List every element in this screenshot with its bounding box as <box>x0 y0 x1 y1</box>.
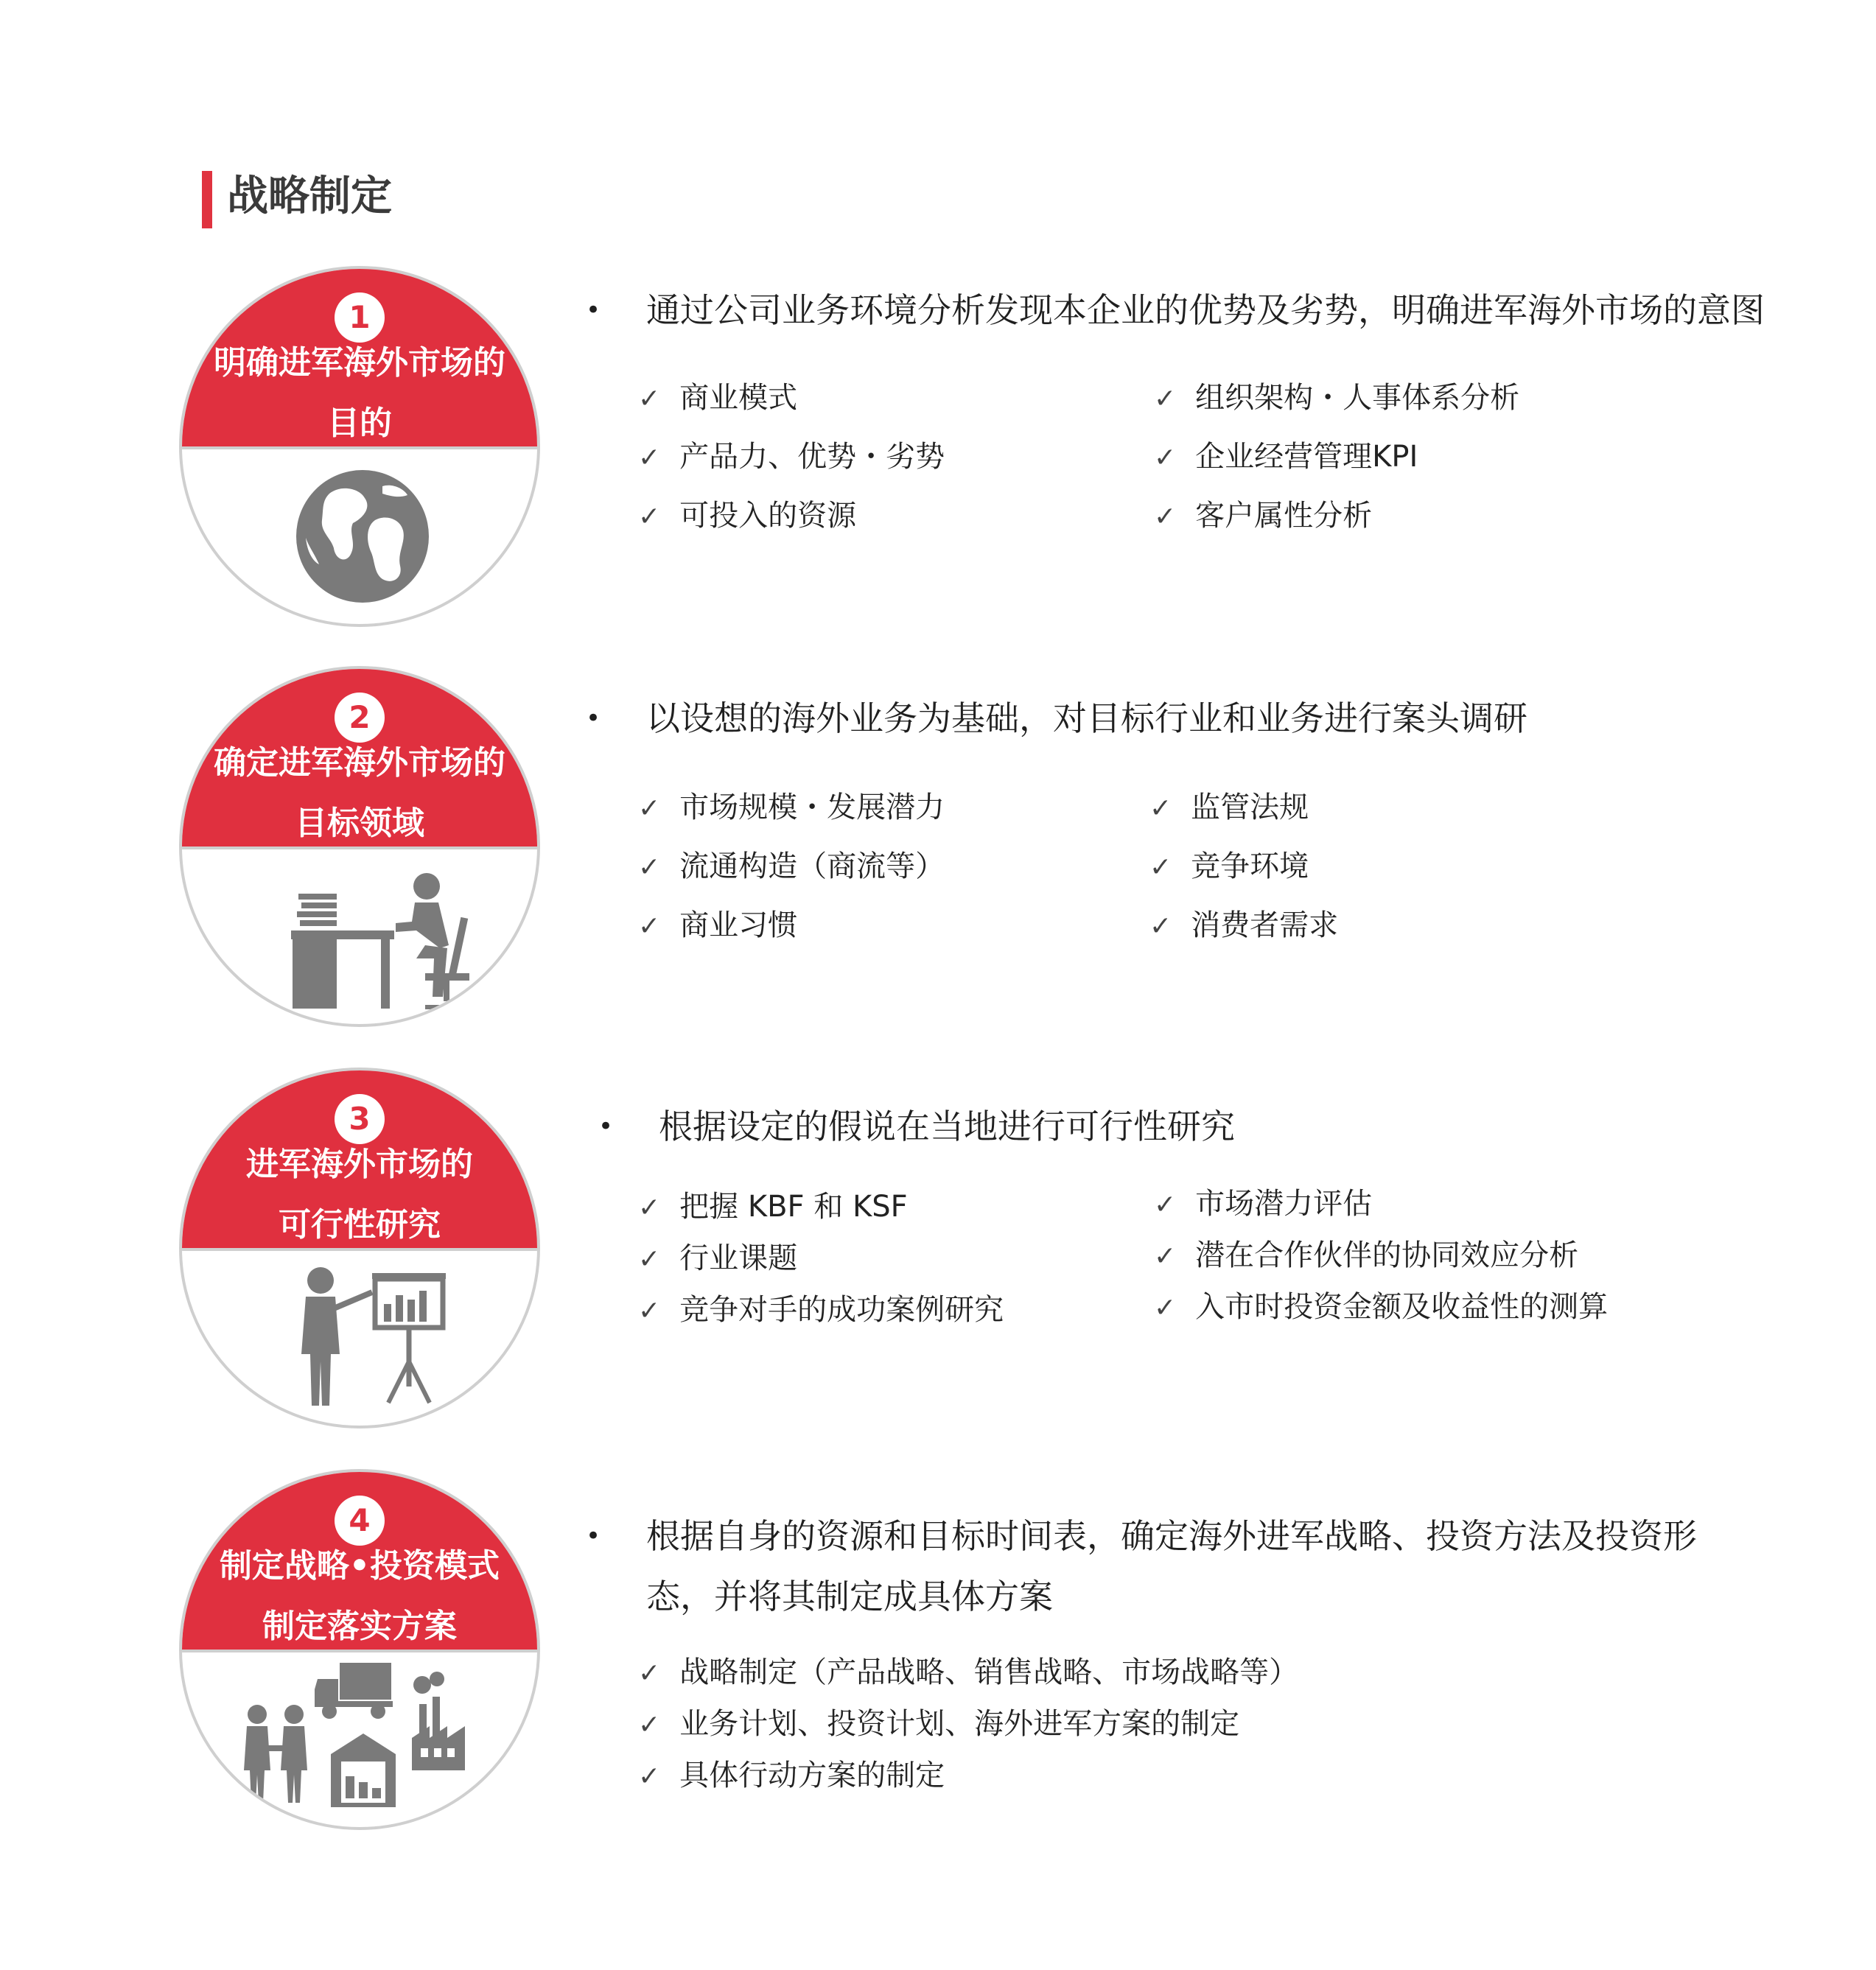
list-item: ✓ 流通构造（商流等） <box>638 849 945 883</box>
bullet-dot: • <box>586 704 601 733</box>
desk-worker-icon <box>182 849 540 1027</box>
bullet-text-line-1: 通过公司业务环境分析发现本企业的优势及劣势，明确进军海外市场的意图 <box>646 290 1765 330</box>
list-item: ✓ 组织架构・人事体系分析 <box>1154 381 1520 415</box>
list-item: ✓ 行业课题 <box>638 1241 798 1275</box>
step-title-line-1: 明确进军海外市场的 <box>214 344 505 382</box>
list-item: ✓ 竞争对手的成功案例研究 <box>638 1293 1004 1327</box>
check-icon: ✓ <box>638 443 661 473</box>
presenter-chart-icon <box>182 1251 540 1429</box>
page-title: 战略制定 <box>227 172 392 220</box>
check-icon: ✓ <box>1154 443 1177 473</box>
step-1-badge <box>179 266 540 627</box>
list-item: ✓ 产品力、优势・劣势 <box>638 440 945 474</box>
check-icon: ✓ <box>1154 384 1177 414</box>
check-icon: ✓ <box>638 1710 661 1740</box>
bullet-dot: • <box>598 1112 614 1141</box>
check-icon: ✓ <box>638 1762 661 1792</box>
list-item: ✓ 把握 KBF 和 KSF <box>638 1190 908 1224</box>
business-logistics-icon <box>182 1652 540 1830</box>
list-item: ✓ 商业习惯 <box>638 908 798 942</box>
step-number: 3 <box>335 1094 385 1144</box>
bullet-dot: • <box>586 295 601 325</box>
check-icon: ✓ <box>638 1296 661 1326</box>
check-icon: ✓ <box>638 852 661 883</box>
check-icon: ✓ <box>638 911 661 942</box>
bullet-text-line-1: 根据设定的假说在当地进行可行性研究 <box>659 1107 1235 1146</box>
step-title-line-1: 确定进军海外市场的 <box>214 744 505 782</box>
list-item: ✓ 市场规模・发展潜力 <box>638 791 945 824</box>
list-item: ✓ 竞争环境 <box>1149 849 1309 883</box>
step-title-line-2: 制定落实方案 <box>262 1608 457 1645</box>
list-item: ✓ 入市时投资金额及收益性的测算 <box>1154 1290 1609 1324</box>
check-icon: ✓ <box>1149 793 1172 824</box>
list-item: ✓ 市场潜力评估 <box>1154 1187 1373 1221</box>
list-item: ✓ 监管法规 <box>1149 791 1309 824</box>
step-4-badge <box>179 1469 540 1830</box>
check-icon: ✓ <box>638 1244 661 1275</box>
bullet-text-line-1: 以设想的海外业务为基础，对目标行业和业务进行案头调研 <box>646 698 1527 738</box>
check-icon: ✓ <box>638 502 661 532</box>
globe-icon <box>182 449 540 627</box>
check-icon: ✓ <box>1154 502 1177 532</box>
list-item: ✓ 战略制定（产品战略、销售战略、市场战略等） <box>638 1655 1299 1689</box>
list-item: ✓ 商业模式 <box>638 381 798 415</box>
list-item: ✓ 具体行动方案的制定 <box>638 1759 945 1792</box>
list-item: ✓ 潜在合作伙伴的协同效应分析 <box>1154 1238 1579 1272</box>
check-icon: ✓ <box>638 1193 661 1223</box>
list-item: ✓ 可投入的资源 <box>638 499 857 533</box>
step-number: 4 <box>335 1496 385 1546</box>
list-item: ✓ 企业经营管理KPI <box>1154 440 1418 474</box>
step-number: 2 <box>335 693 385 743</box>
check-icon: ✓ <box>638 1658 661 1689</box>
step-3-badge <box>179 1068 540 1429</box>
check-icon: ✓ <box>1154 1190 1177 1220</box>
step-title-line-2: 目标领域 <box>295 805 424 842</box>
check-icon: ✓ <box>1149 911 1172 942</box>
step-title-line-1: 进军海外市场的 <box>246 1146 473 1183</box>
step-number: 1 <box>335 292 385 343</box>
list-item: ✓ 消费者需求 <box>1149 908 1339 942</box>
check-icon: ✓ <box>638 384 661 414</box>
bullet-text-line-2: 态，并将其制定成具体方案 <box>646 1577 1053 1616</box>
list-item: ✓ 客户属性分析 <box>1154 499 1373 533</box>
check-icon: ✓ <box>1149 852 1172 883</box>
list-item: ✓ 业务计划、投资计划、海外进军方案的制定 <box>638 1707 1240 1741</box>
step-title-line-2: 可行性研究 <box>279 1206 441 1244</box>
title-accent-bar <box>202 171 212 228</box>
step-title-line-2: 目的 <box>327 404 392 442</box>
check-icon: ✓ <box>638 793 661 824</box>
check-icon: ✓ <box>1154 1241 1177 1272</box>
bullet-text-line-1: 根据自身的资源和目标时间表，确定海外进军战略、投资方法及投资形 <box>646 1516 1697 1556</box>
step-title-line-1: 制定战略•投资模式 <box>219 1547 500 1585</box>
bullet-dot: • <box>586 1521 601 1551</box>
step-2-badge <box>179 666 540 1027</box>
check-icon: ✓ <box>1154 1293 1177 1323</box>
